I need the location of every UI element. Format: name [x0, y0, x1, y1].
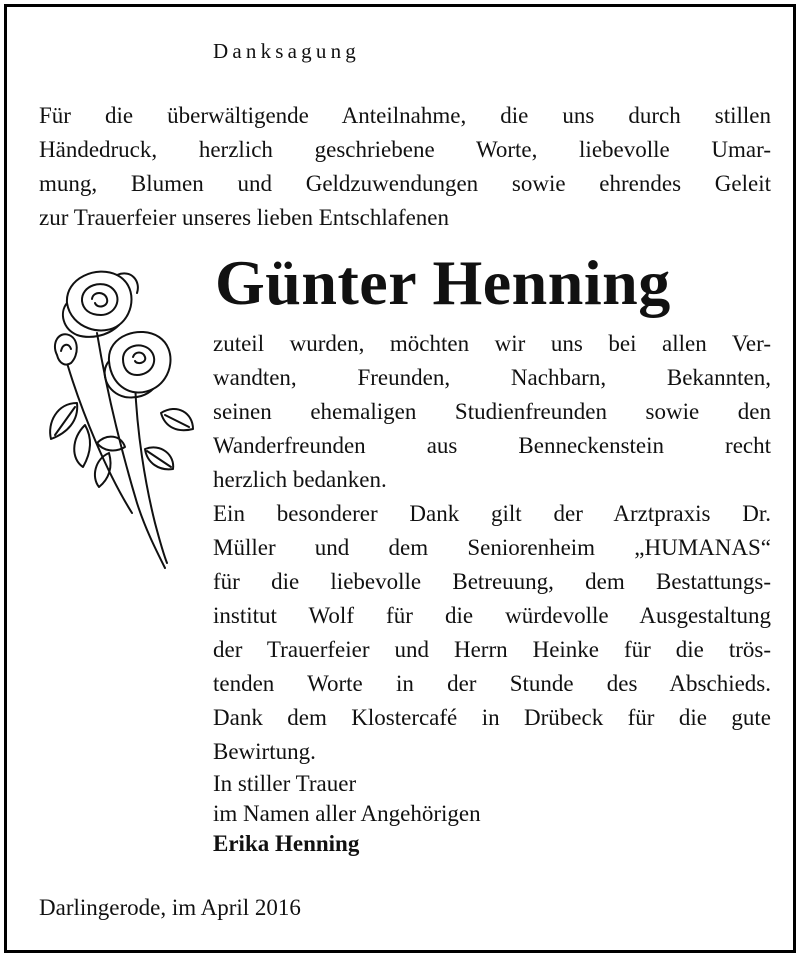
body-line: wandten, Freunden, Nachbarn, Bekannten, [213, 365, 771, 390]
body-line: Müller und dem Seniorenheim „HUMANAS“ [213, 535, 771, 560]
body-line: herzlich bedanken. [213, 467, 387, 492]
rose-illustration-icon [37, 263, 197, 575]
body-line: zuteil wurden, möchten wir uns bei allen Ver- [213, 331, 771, 356]
deceased-name: Günter Henning [215, 247, 671, 318]
closing-line: im Namen aller Angehörigen [213, 801, 481, 826]
body-line: Ein besonderer Dank gilt der Arztpraxis Dr. [213, 501, 771, 526]
body-line: seinen ehemaligen Studienfreunden sowie den [213, 399, 771, 424]
intro-line: mung, Blumen und Geldzuwendungen sowie ehrendes Geleit [39, 171, 771, 196]
body-line: Wanderfreunden aus Benneckenstein recht [213, 433, 771, 458]
place-date: Darlingerode, im April 2016 [39, 895, 301, 920]
signer-name: Erika Henning [213, 831, 360, 856]
body-line: Dank dem Klostercafé in Drübeck für die gute [213, 705, 771, 730]
closing-line: In stiller Trauer [213, 771, 357, 796]
closing-block [213, 769, 481, 859]
intro-line: zur Trauerfeier unseres lieben Entschlafenen [39, 205, 450, 230]
body-line: der Trauerfeier und Herrn Heinke für die trös- [213, 637, 771, 662]
body-line: institut Wolf für die würdevolle Ausgestaltung [213, 603, 771, 628]
intro-line: Händedruck, herzlich geschriebene Worte, liebevolle Umar- [39, 137, 771, 162]
body-line: tenden Worte in der Stunde des Abschieds. [213, 671, 771, 696]
body-line: für die liebevolle Betreuung, dem Bestattungs- [213, 569, 771, 594]
obituary-notice [4, 4, 796, 953]
body-paragraph [213, 327, 771, 769]
notice-heading: Danksagung [213, 39, 360, 63]
intro-line: Für die überwältigende Anteilnahme, die uns durch stillen [39, 103, 771, 128]
body-line: Bewirtung. [213, 739, 316, 764]
intro-paragraph [39, 99, 771, 235]
